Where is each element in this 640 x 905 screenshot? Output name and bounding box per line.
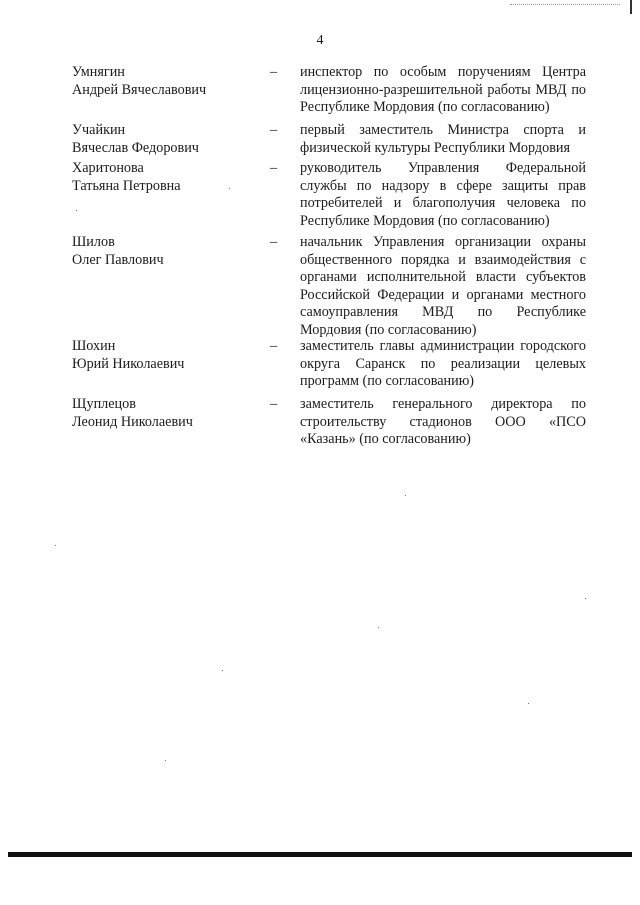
scan-speck — [229, 188, 230, 189]
scan-artifact-mark — [630, 0, 632, 14]
dash-separator: – — [270, 122, 278, 138]
dash-separator: – — [270, 64, 278, 80]
member-name — [72, 338, 262, 373]
member-given-names: Юрий Николаевич — [72, 355, 185, 372]
member-given-names: Андрей Вячеславович — [72, 81, 207, 98]
member-given-names: Олег Павлович — [72, 251, 164, 268]
bottom-border-line — [8, 852, 632, 857]
scan-speck — [222, 670, 223, 671]
dash-separator: – — [270, 396, 278, 412]
scan-speck — [528, 703, 529, 704]
member-given-names: Татьяна Петровна — [72, 177, 181, 194]
member-name — [72, 122, 262, 157]
member-role: инспектор по особым поручениям Центра лицензионно-разрешительной работы МВД по Республике Мордовия (по согласованию) — [300, 64, 586, 116]
member-surname: Учайкин — [72, 122, 126, 138]
member-given-names: Леонид Николаевич — [72, 413, 193, 430]
member-surname: Шилов — [72, 234, 115, 250]
scan-speck — [585, 598, 586, 599]
dash-separator: – — [270, 338, 278, 354]
member-role: заместитель генерального директора по строительству стадионов ООО «ПСО «Казань» (по согласованию) — [300, 396, 586, 448]
member-role: руководитель Управления Федеральной службы по надзору в сфере защиты прав потребителей и благополучия человека по Республике Мордовия (по согласованию) — [300, 160, 586, 229]
scan-speck — [76, 210, 77, 211]
scan-speck — [405, 495, 406, 496]
member-role: начальник Управления организации охраны общественного порядка и взаимодействия с органами исполнительной власти субъектов Российской Федерации и органами местного самоуправления МВД по Республике Мордовия (по согласованию) — [300, 234, 586, 338]
scan-speck — [165, 760, 166, 761]
dash-separator: – — [270, 234, 278, 250]
member-name — [72, 396, 262, 431]
member-surname: Харитонова — [72, 160, 144, 176]
member-surname: Шохин — [72, 338, 116, 354]
scan-speck — [378, 627, 379, 628]
member-name — [72, 64, 262, 99]
member-role: первый заместитель Министра спорта и физической культуры Республики Мордовия — [300, 122, 586, 156]
member-role: заместитель главы администрации городского округа Саранск по реализации целевых программ (по согласованию) — [300, 338, 586, 390]
member-surname: Умнягин — [72, 64, 125, 80]
scan-speck — [55, 545, 56, 546]
page-number: 4 — [316, 33, 324, 48]
member-surname: Щуплецов — [72, 396, 136, 412]
member-given-names: Вячеслав Федорович — [72, 139, 199, 156]
scan-artifact-dots — [510, 4, 620, 6]
dash-separator: – — [270, 160, 278, 176]
member-name — [72, 160, 262, 195]
member-name — [72, 234, 262, 269]
